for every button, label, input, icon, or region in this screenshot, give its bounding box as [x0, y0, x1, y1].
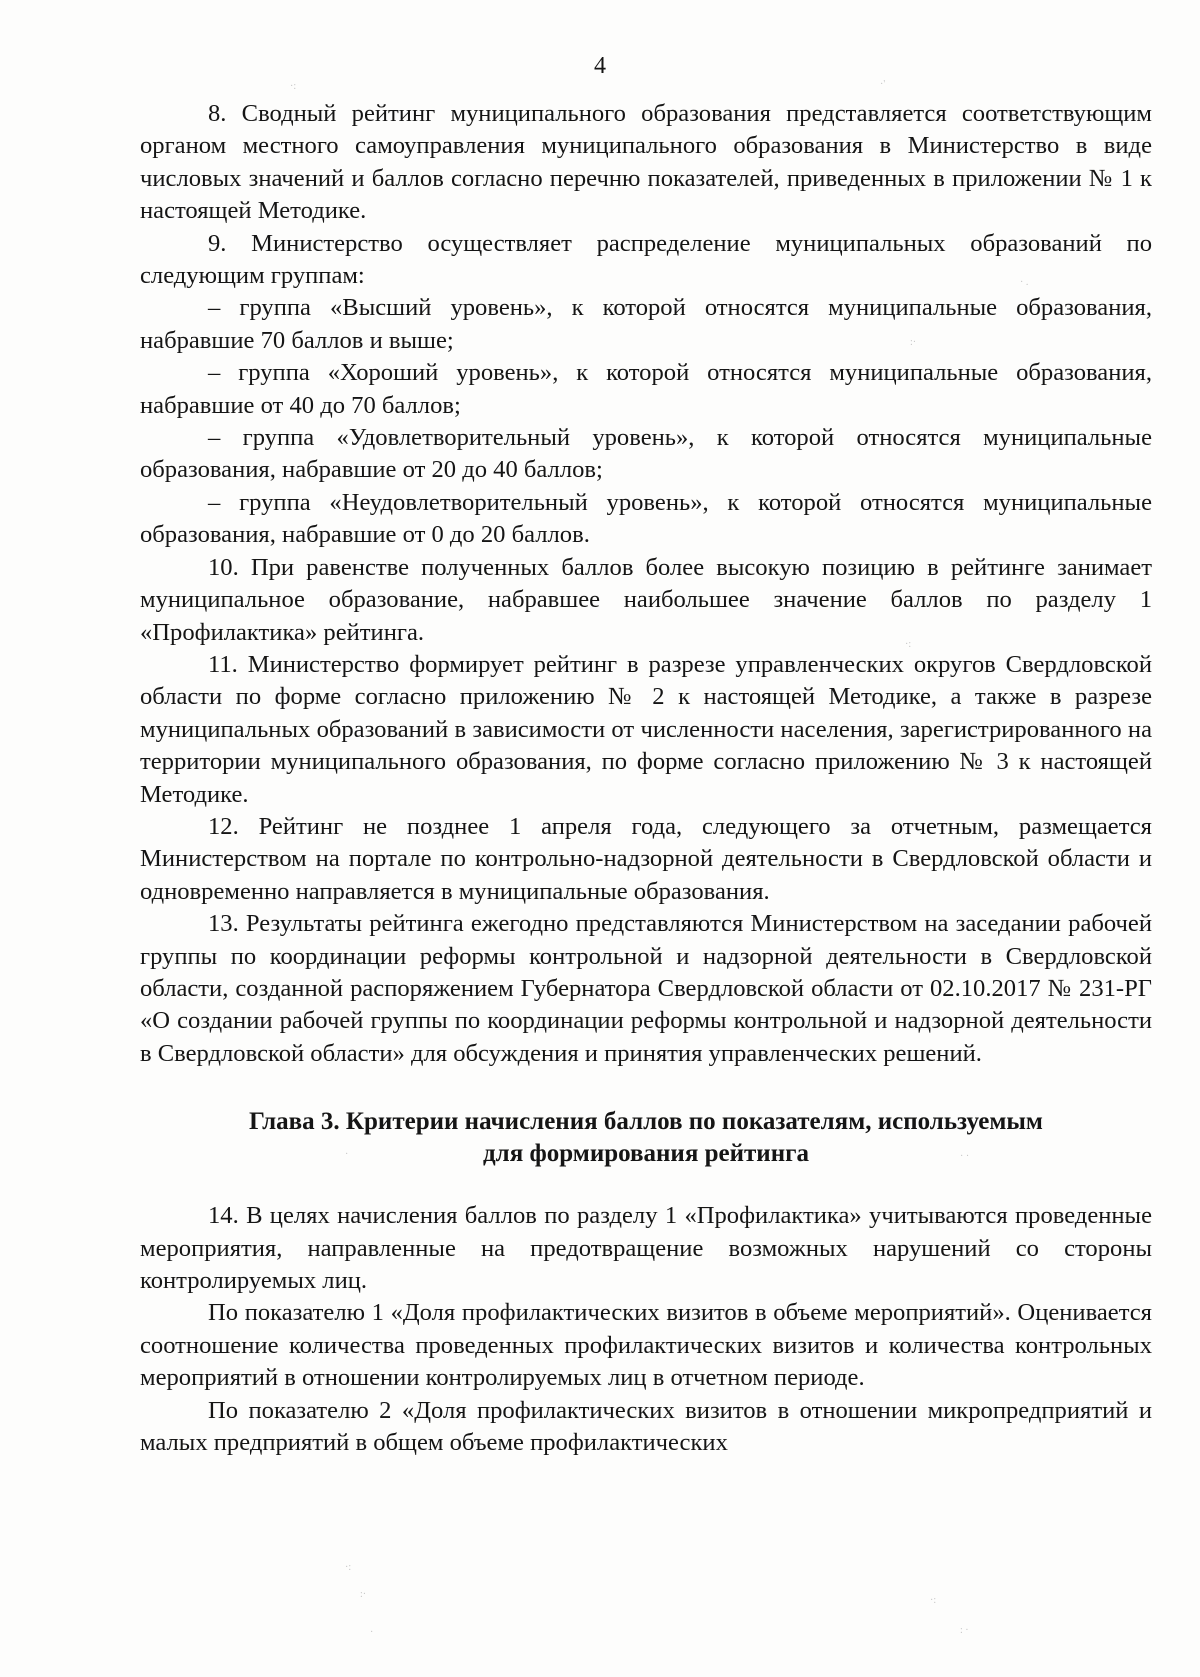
indicator-1-paragraph: По показателю 1 «Доля профилактических визитов в объеме мероприятий». Оценивается соотношение количества проведенных профилактических визитов и количества контрольных мероприятий в отношении контролируемых лиц в отчетном периоде.: [140, 1299, 1152, 1392]
scan-speck: : ·: [960, 1625, 969, 1636]
paragraph-10: 10. При равенстве полученных баллов более высокую позицию в рейтинге занимает муниципальное образование, набравшее наибольшее значение баллов по разделу 1 «Профилактика» рейтинга.: [140, 553, 1152, 646]
scan-speck: ·: [370, 1627, 374, 1638]
chapter-heading: [140, 1106, 1152, 1170]
group-unsatisfactory-level: – группа «Неудовлетворительный уровень», к которой относятся муниципальные образования, набравшие от 0 до 20 баллов.: [140, 488, 1152, 549]
paragraph-11: 11. Министерство формирует рейтинг в разрезе управленческих округов Свердловской области по форме согласно приложению № 2 к настоящей Методике, а также в разрезе муниципальных образований в зависимости от численности населения, зарегистрированного на территории муниципального образования, по форме согласно приложению № 3 к настоящей Методике.: [140, 650, 1152, 808]
paragraph-9: 9. Министерство осуществляет распределение муниципальных образований по следующим группам:: [140, 229, 1152, 290]
scan-speck: :·: [360, 1589, 367, 1600]
paragraph-8: 8. Сводный рейтинг муниципального образования представляется соответствующим органом местного самоуправления муниципального образования в Министерство в виде числовых значений и баллов согласно перечню показателей, приведенных в приложении № 1 к настоящей Методике.: [140, 100, 1152, 225]
paragraph-12: 12. Рейтинг не позднее 1 апреля года, следующего за отчетным, размещается Министерством на портале по контрольно-надзорной деятельности в Свердловской области и одновременно направляется в муниципальные образования.: [140, 812, 1152, 905]
scan-speck: :·: [910, 337, 917, 348]
scan-speck: ·: [345, 1149, 349, 1160]
scan-speck: · ·: [960, 1151, 970, 1162]
page-number: 4: [594, 53, 606, 79]
document-body: [140, 98, 1152, 1459]
scan-speck: · .: [1020, 277, 1029, 288]
group-highest-level: – группа «Высший уровень», к которой относятся муниципальные образования, набравшие 70 баллов и выше;: [140, 294, 1152, 354]
paragraph-14: 14. В целях начисления баллов по разделу 1 «Профилактика» учитываются проведенные мероприятия, направленные на предотвращение возможных нарушений со стороны контролируемых лиц.: [140, 1202, 1152, 1294]
chapter-heading-line-2: для формирования рейтинга: [483, 1140, 809, 1168]
scan-speck: ·:: [930, 1595, 937, 1606]
scan-speck: ·': [880, 79, 886, 90]
paragraph-13: 13. Результаты рейтинга ежегодно представляются Министерством на заседании рабочей группы по координации реформы контрольной и надзорной деятельности в Свердловской области, созданной распоряжением Губернатора Свердловской области от 02.10.2017 № 231-РГ «О создании рабочей группы по координации реформы контрольной и надзорной деятельности в Свердловской области» для обсуждения и принятия управленческих решений.: [140, 910, 1152, 1067]
group-good-level: – группа «Хороший уровень», к которой относятся муниципальные образования, набравшие от 40 до 70 баллов;: [140, 359, 1152, 419]
group-satisfactory-level: – группа «Удовлетворительный уровень», к которой относятся муниципальные образования, набравшие от 20 до 40 баллов;: [140, 424, 1152, 484]
scan-speck: ·:: [905, 639, 912, 650]
scan-speck: ·:: [345, 1562, 352, 1573]
scan-speck: ·:: [290, 81, 297, 92]
indicator-2-paragraph: По показателю 2 «Доля профилактических визитов в отношении микропредприятий и малых предприятий в общем объеме профилактических: [140, 1396, 1152, 1457]
chapter-heading-line-1: Глава 3. Критерии начисления баллов по показателям, используемым: [249, 1108, 1043, 1136]
